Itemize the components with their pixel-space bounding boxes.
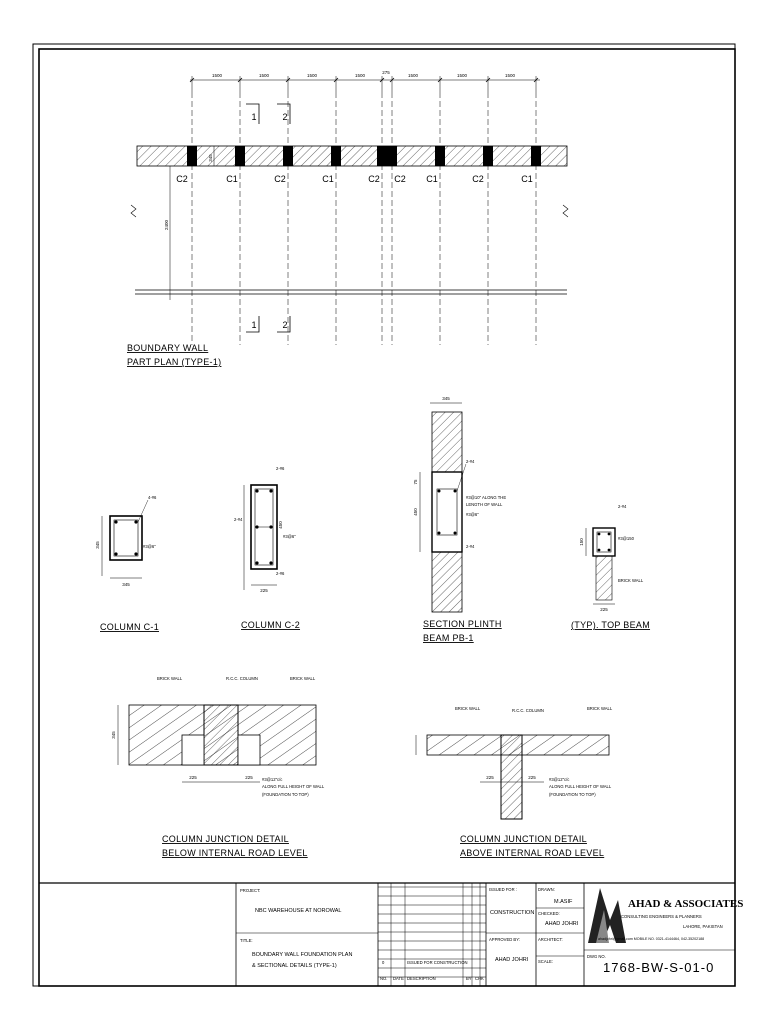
cj1-dim-a: 225: [189, 775, 197, 780]
boundary-wall-plan: [127, 70, 568, 367]
firm-name: AHAD & ASSOCIATES: [628, 898, 744, 910]
cj1-dim-b: 225: [245, 775, 253, 780]
cj1-rcc: R.C.C. COLUMN: [226, 676, 258, 681]
c2-title: COLUMN C-2: [241, 620, 301, 630]
tb-top: 2-#4: [618, 504, 627, 509]
cj1-note2: ALONG FULL HEIGHT OF WALL: [262, 784, 325, 789]
cj1-brick-right: BRICK WALL: [290, 676, 316, 681]
col-label-6: C2: [394, 174, 406, 184]
dimension-texts: [212, 70, 516, 78]
grid-lines: [192, 92, 536, 345]
cj1-title-line2: BELOW INTERNAL ROAD LEVEL: [162, 848, 308, 858]
c2-link: #3@6": [283, 534, 296, 539]
tb-dim-w: 225: [600, 607, 608, 612]
tb-brick: BRICK WALL: [618, 578, 644, 583]
dim-text-5: 275: [382, 70, 390, 75]
col-label-7: C1: [426, 174, 438, 184]
architect-label: ARCHITECT:: [538, 937, 563, 942]
section-mark-1-top: 1: [251, 112, 257, 122]
cj2-dim-a: 225: [486, 775, 494, 780]
column-c2-detail: [234, 466, 300, 630]
plinth-beam-detail: [413, 396, 506, 643]
column-labels: [176, 174, 533, 184]
section-mark-2-top: 2: [282, 112, 288, 122]
side-dim-2400: 2400: [164, 219, 169, 231]
dimension-ticks: [190, 76, 538, 92]
plan-title-line2: PART PLAN (TYPE-1): [127, 357, 222, 367]
pb1-note2: LENGTH OF WALL: [466, 502, 503, 507]
col-label-1: C2: [176, 174, 188, 184]
firm-addr: LAHORE, PAKISTAN: [683, 924, 723, 929]
c1-dim-w: 345: [122, 582, 130, 587]
title-label: TITLE:: [240, 938, 253, 943]
pb1-dim-top: 345: [442, 396, 450, 401]
approved-label: APPROVED BY:: [489, 937, 520, 942]
c1-title: COLUMN C-1: [100, 622, 160, 632]
cj2-dim-b: 225: [528, 775, 536, 780]
pb1-title-line1: SECTION PLINTH: [423, 619, 502, 629]
side-dim-345: 345: [208, 154, 213, 162]
cj2-brick-right: BRICK WALL: [587, 706, 613, 711]
issued-value: CONSTRUCTION: [490, 910, 535, 916]
cj2-note2: ALONG FULL HEIGHT OF WALL: [549, 784, 612, 789]
project-value: NBC WAREHOUSE AT NOROWAL: [255, 908, 342, 914]
top-beam-detail: [571, 504, 650, 630]
col-label-4: C1: [322, 174, 334, 184]
rev-hdr-by: BY: [466, 976, 472, 981]
drawn-label: DRAWN:: [538, 887, 555, 892]
cj1-title-line1: COLUMN JUNCTION DETAIL: [162, 834, 289, 844]
drawn-value: M.ASIF: [554, 899, 573, 905]
pb1-dim-small: 75: [413, 479, 418, 485]
section-mark-1-bottom: 1: [251, 320, 257, 330]
pb1-note1: #3@10" ALONG THE: [466, 495, 507, 500]
checked-label: CHECKED:: [538, 911, 560, 916]
c2-dim-h: 450: [278, 521, 283, 529]
cj2-title-line2: ABOVE INTERNAL ROAD LEVEL: [460, 848, 605, 858]
approved-value: AHAD JOHRI: [495, 957, 529, 963]
checked-value: AHAD JOHRI: [545, 921, 579, 927]
title-line2: & SECTIONAL DETAILS (TYPE-1): [252, 963, 337, 969]
pb1-note3: #3@6": [466, 512, 479, 517]
section-marks: [246, 104, 290, 332]
dim-text-8: 1500: [504, 73, 516, 78]
c1-dim-h: 345: [95, 541, 100, 549]
junction-below-detail: [111, 676, 325, 858]
cj1-dim-side: 345: [111, 731, 116, 739]
project-label: PROJECT:: [240, 888, 261, 893]
c2-bottom: 2-#6: [276, 571, 285, 576]
tb-dim-h: 150: [579, 538, 584, 546]
cj2-note1: #3@12"c/c: [549, 777, 570, 782]
revision-grid: [378, 883, 486, 986]
c2-top: 2-#6: [276, 466, 285, 471]
rev-desc: ISSUED FOR CONSTRUCTION: [407, 960, 468, 965]
tb-link: #3@150: [618, 536, 634, 541]
dim-text-7: 1500: [456, 73, 468, 78]
col-label-8: C2: [472, 174, 484, 184]
pb1-dim-side: 450: [413, 508, 418, 516]
c1-link: #3@6": [143, 544, 156, 549]
outer-border: [33, 44, 735, 986]
firm-sub: CONSULTING ENGINEERS & PLANNERS: [621, 914, 702, 919]
c2-dim-w: 225: [260, 588, 268, 593]
col-label-2: C1: [226, 174, 238, 184]
pb1-bottom: 2-#4: [466, 544, 475, 549]
section-mark-2-bottom: 2: [282, 320, 288, 330]
issued-label: ISSUED FOR :: [489, 887, 517, 892]
junction-above-detail: [416, 706, 613, 858]
dwg-label: DWG NO.: [587, 954, 606, 959]
dim-text-2: 1500: [258, 73, 270, 78]
inner-border: [39, 49, 735, 986]
title-line1: BOUNDARY WALL FOUNDATION PLAN: [252, 952, 353, 958]
cj1-note3: (FOUNDATION TO TOP): [262, 792, 309, 797]
dim-text-1: 1500: [211, 73, 223, 78]
rev-hdr-date: DATE: [393, 976, 404, 981]
scale-label: SCALE:: [538, 959, 553, 964]
column-c1-detail: [95, 495, 159, 632]
c1-tie: 4-#6: [148, 495, 157, 500]
col-label-3: C2: [274, 174, 286, 184]
dim-text-6: 1500: [407, 73, 419, 78]
tb-title: (TYP). TOP BEAM: [571, 620, 651, 630]
rev-hdr-no: NO.: [380, 976, 388, 981]
cj2-note3: (FOUNDATION TO TOP): [549, 792, 596, 797]
c2-left: 2-#4: [234, 517, 243, 522]
cj1-brick-left: BRICK WALL: [157, 676, 183, 681]
rev-no: 0: [382, 960, 385, 965]
firm-contact: ahadjohri@gmail.com MOBILE NO. 0321-4144464, 042-35202188: [598, 937, 705, 941]
dim-text-3: 1500: [306, 73, 318, 78]
cj2-title-line1: COLUMN JUNCTION DETAIL: [460, 834, 587, 844]
pb1-top: 2-#4: [466, 459, 475, 464]
title-block: [39, 883, 743, 986]
plan-title-line1: BOUNDARY WALL: [127, 343, 209, 353]
cj2-brick-left: BRICK WALL: [455, 706, 481, 711]
plan-wall: [137, 146, 567, 166]
pb1-title-line2: BEAM PB-1: [423, 633, 474, 643]
rev-hdr-chk: CHK: [475, 976, 484, 981]
dim-text-4: 1500: [354, 73, 366, 78]
col-label-5: C2: [368, 174, 380, 184]
col-label-9: C1: [521, 174, 533, 184]
dwg-value: 1768-BW-S-01-0: [603, 960, 715, 975]
rev-hdr-desc: DESCRIPTION: [407, 976, 436, 981]
cj1-note1: #3@12"c/c: [262, 777, 283, 782]
cj2-rcc: R.C.C. COLUMN: [512, 708, 544, 713]
